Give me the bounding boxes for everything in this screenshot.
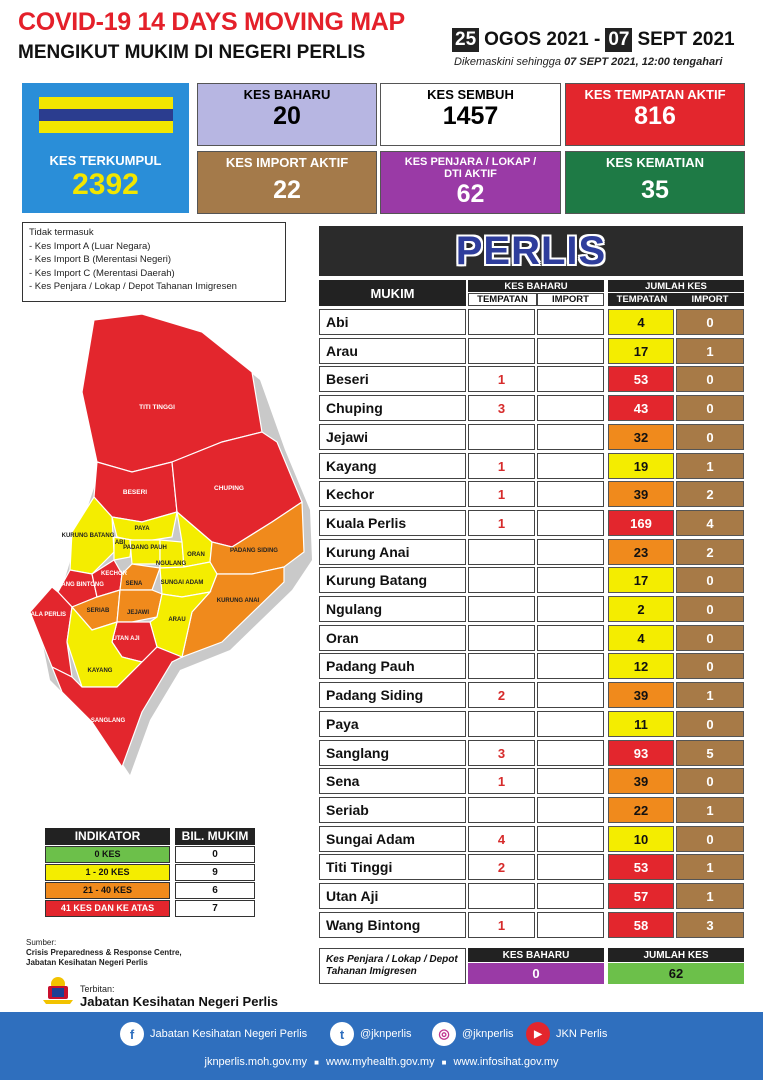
new-import-cases [537,309,604,335]
total-import-cases: 1 [676,682,744,708]
facebook-label: Jabatan Kesihatan Negeri Perlis [150,1028,308,1040]
separator-icon: ■ [441,1058,447,1067]
import-aktif-label: KES IMPORT AKTIF [225,155,349,170]
sembuh-label: KES SEMBUH [427,87,514,102]
legend-count: 7 [175,900,255,917]
total-local-cases: 19 [608,453,674,479]
total-import-cases: 0 [676,567,744,593]
total-local-cases: 32 [608,424,674,450]
total-import-cases: 4 [676,510,744,536]
total-local-cases: 10 [608,826,674,852]
footer-urls [0,1056,763,1068]
mukim-name: Sanglang [319,740,466,766]
total-import-cases: 0 [676,395,744,421]
total-local-cases: 93 [608,740,674,766]
map-region-kuala-perlis [30,587,72,677]
date-range [452,28,735,52]
new-import-cases [537,653,604,679]
baharu-label: KES BAHARU [243,87,331,102]
total-local-cases: 39 [608,481,674,507]
total-import-cases: 0 [676,711,744,737]
mukim-name: Sena [319,768,466,794]
total-local-cases: 11 [608,711,674,737]
mukim-name: Oran [319,625,466,651]
mukim-name: Jejawi [319,424,466,450]
mukim-name: Kurung Batang [319,567,466,593]
note-item: - Kes Penjara / Lokap / Depot Tahanan Imigresen [29,281,237,292]
map-label: KUALA PERLIS [22,612,67,618]
map-label: KURUNG ANAI [216,598,260,604]
publisher-name: Jabatan Kesihatan Negeri Perlis [80,994,278,1009]
mukim-name: Kuala Perlis [319,510,466,536]
publisher-block [80,984,278,1009]
new-local-cases [468,711,535,737]
import-aktif-value: 22 [273,176,301,204]
total-local-cases: 39 [608,768,674,794]
new-local-cases [468,338,535,364]
card-penjara-aktif [380,151,561,214]
total-local-cases: 53 [608,854,674,880]
twitter-link[interactable] [330,1022,412,1046]
total-local-cases: 23 [608,539,674,565]
new-import-cases [537,453,604,479]
card-tempatan-aktif [565,83,745,146]
mukim-name: Beseri [319,366,466,392]
mukim-name: Kayang [319,453,466,479]
total-import-cases: 0 [676,653,744,679]
map-label: SANGLANG [90,718,126,724]
prison-total-value: 62 [608,963,744,984]
map-label: SUNGAI ADAM [160,580,204,586]
note-item: - Kes Import C (Merentasi Daerah) [29,267,175,279]
total-local-cases: 39 [608,682,674,708]
mukim-name: Kurung Anai [319,539,466,565]
map-label: WANG BINTONG [56,582,104,588]
new-import-cases [537,539,604,565]
new-import-cases [537,854,604,880]
new-local-cases [468,539,535,565]
header-kes-baharu: KES BAHARU [468,280,604,292]
new-import-cases [537,596,604,622]
url-myhealth[interactable]: www.myhealth.gov.my [325,1056,435,1068]
state-flag [39,97,173,133]
total-local-cases: 57 [608,883,674,909]
total-import-cases: 0 [676,768,744,794]
header-jumlah-kes: JUMLAH KES [608,280,744,292]
new-local-cases: 2 [468,854,535,880]
map-label: JEJAWI [126,610,150,616]
instagram-label: @jknperlis [462,1028,514,1040]
map-label: TITI TINGGI [139,404,175,411]
card-terkumpul [22,83,189,213]
perlis-mukim-map [22,312,312,782]
prison-new-value: 0 [468,963,604,984]
new-import-cases [537,567,604,593]
source-line1: Crisis Preparedness & Response Centre, [26,948,182,957]
legend-label: 0 KES [45,846,170,863]
legend-header-bil: BIL. MUKIM [175,828,255,845]
page-subtitle: MENGIKUT MUKIM DI NEGERI PERLIS [18,42,366,63]
map-label: PAYA [134,526,150,532]
new-import-cases [537,883,604,909]
mukim-name: Padang Siding [319,682,466,708]
separator-icon: ■ [314,1058,319,1067]
mukim-name: Kechor [319,481,466,507]
source-line2: Jabatan Kesihatan Negeri Perlis [26,958,148,967]
mukim-name: Arau [319,338,466,364]
state-name: PERLIS [455,229,607,273]
updated-note [454,56,722,68]
new-import-cases [537,424,604,450]
page-title: COVID-19 14 DAYS MOVING MAP [18,8,405,36]
total-import-cases: 0 [676,625,744,651]
instagram-icon: ◎ [432,1022,456,1046]
map-label: ABI [114,540,126,546]
new-local-cases: 1 [468,366,535,392]
total-local-cases: 53 [608,366,674,392]
total-local-cases: 12 [608,653,674,679]
jata-negara-logo [40,974,76,1006]
total-local-cases: 4 [608,309,674,335]
date-to-day: 07 [605,28,632,52]
new-local-cases: 2 [468,682,535,708]
new-local-cases [468,625,535,651]
prison-new-header: KES BAHARU [468,948,604,962]
youtube-icon: ▶ [526,1022,550,1046]
new-import-cases [537,510,604,536]
total-local-cases: 22 [608,797,674,823]
state-banner [319,226,743,276]
legend-label: 1 - 20 KES [45,864,170,881]
map-label: ARAU [168,617,186,623]
penjara-aktif-label: KES PENJARA / LOKAP / DTI AKTIF [404,156,537,180]
legend-row [45,864,255,881]
new-import-cases [537,366,604,392]
terkumpul-label: KES TERKUMPUL [49,153,162,168]
total-local-cases: 4 [608,625,674,651]
new-local-cases: 3 [468,395,535,421]
map-label: SENA [125,581,143,587]
sembuh-value: 1457 [442,102,499,130]
header-total-tempatan: TEMPATAN [608,293,676,306]
legend-row [45,882,255,899]
new-local-cases: 1 [468,510,535,536]
total-import-cases: 1 [676,338,744,364]
header-total-import: IMPORT [676,293,744,306]
kematian-label: KES KEMATIAN [606,155,704,170]
mukim-name: Sungai Adam [319,826,466,852]
new-import-cases [537,625,604,651]
total-local-cases: 43 [608,395,674,421]
total-import-cases: 1 [676,883,744,909]
updated-prefix: Dikemaskini sehingga [454,56,561,68]
twitter-label: @jknperlis [360,1028,412,1040]
legend-label: 21 - 40 KES [45,882,170,899]
mukim-name: Padang Pauh [319,653,466,679]
legend-row [45,846,255,863]
tempatan-aktif-value: 816 [634,102,676,130]
map-label: PADANG SIDING [230,548,278,554]
card-import-aktif [197,151,377,214]
new-local-cases [468,797,535,823]
new-local-cases: 3 [468,740,535,766]
new-import-cases [537,797,604,823]
note-title: Tidak termasuk [29,227,94,238]
total-import-cases: 5 [676,740,744,766]
total-import-cases: 3 [676,912,744,938]
new-local-cases [468,653,535,679]
total-local-cases: 17 [608,338,674,364]
mukim-name: Wang Bintong [319,912,466,938]
map-label: BESERI [122,489,148,496]
baharu-value: 20 [273,102,301,130]
map-legend [45,828,255,917]
new-import-cases [537,826,604,852]
legend-count: 0 [175,846,255,863]
map-label: KECHOR [100,571,128,577]
new-import-cases [537,481,604,507]
facebook-link[interactable] [120,1022,307,1046]
total-local-cases: 58 [608,912,674,938]
total-import-cases: 0 [676,309,744,335]
new-local-cases: 1 [468,768,535,794]
total-import-cases: 0 [676,596,744,622]
card-sembuh [380,83,561,146]
header-new-import: IMPORT [537,293,604,306]
new-local-cases [468,567,535,593]
new-import-cases [537,711,604,737]
legend-count: 6 [175,882,255,899]
url-jknperlis[interactable]: jknperlis.moh.gov.my [204,1056,307,1068]
legend-row [45,900,255,917]
mukim-name: Ngulang [319,596,466,622]
total-import-cases: 0 [676,424,744,450]
map-label: SERIAB [86,608,110,614]
total-local-cases: 169 [608,510,674,536]
tempatan-aktif-label: KES TEMPATAN AKTIF [584,87,726,102]
map-label: UTAN AJI [112,636,140,642]
terkumpul-value: 2392 [72,168,139,201]
instagram-link[interactable] [432,1022,514,1046]
map-label: CHUPING [214,485,244,492]
date-from-day: 25 [452,28,479,52]
facebook-icon: f [120,1022,144,1046]
legend-count: 9 [175,864,255,881]
map-label: KURUNG BATANG [61,533,115,539]
twitter-icon: t [330,1022,354,1046]
mukim-name: Utan Aji [319,883,466,909]
total-import-cases: 2 [676,481,744,507]
new-local-cases [468,424,535,450]
header-mukim: MUKIM [319,280,466,306]
mukim-name: Abi [319,309,466,335]
prison-label: Kes Penjara / Lokap / Depot Tahanan Imigresen [319,948,466,984]
total-import-cases: 1 [676,453,744,479]
total-import-cases: 1 [676,797,744,823]
new-local-cases: 1 [468,453,535,479]
note-item: - Kes Import A (Luar Negara) [29,240,151,252]
new-import-cases [537,338,604,364]
new-local-cases [468,596,535,622]
updated-value: 07 SEPT 2021, 12:00 tengahari [564,56,723,68]
new-local-cases: 1 [468,912,535,938]
exclusion-note [22,222,286,302]
prison-total-header: JUMLAH KES [608,948,744,962]
map-label: NGULANG [155,561,187,567]
legend-label: 41 KES DAN KE ATAS [45,900,170,917]
new-import-cases [537,395,604,421]
new-import-cases [537,682,604,708]
mukim-name: Chuping [319,395,466,421]
total-import-cases: 0 [676,826,744,852]
publisher-label: Terbitan: [80,984,115,994]
mukim-name: Titi Tinggi [319,854,466,880]
new-import-cases [537,740,604,766]
note-item: - Kes Import B (Merentasi Negeri) [29,254,172,265]
mukim-name: Seriab [319,797,466,823]
total-import-cases: 0 [676,366,744,392]
youtube-label: JKN Perlis [556,1028,608,1040]
new-local-cases: 4 [468,826,535,852]
source-block [26,938,182,968]
new-import-cases [537,912,604,938]
card-kematian [565,151,745,214]
card-baharu [197,83,377,146]
total-import-cases: 1 [676,854,744,880]
new-local-cases: 1 [468,481,535,507]
new-import-cases [537,768,604,794]
date-to-rest: SEPT 2021 [637,29,735,50]
source-label: Sumber: [26,938,57,947]
url-infosihat[interactable]: www.infosihat.gov.my [453,1056,559,1068]
total-local-cases: 17 [608,567,674,593]
map-label: KAYANG [87,668,113,674]
header-new-tempatan: TEMPATAN [468,293,537,306]
map-region-jejawi [117,590,162,622]
youtube-link[interactable] [526,1022,607,1046]
total-import-cases: 2 [676,539,744,565]
kematian-value: 35 [641,176,669,204]
date-from-rest: OGOS 2021 - [484,29,601,50]
mukim-name: Paya [319,711,466,737]
map-label: PADANG PAUH [123,545,167,551]
map-label: ORAN [187,552,205,558]
total-local-cases: 2 [608,596,674,622]
new-local-cases [468,883,535,909]
legend-header-indikator: INDIKATOR [45,828,170,845]
penjara-aktif-value: 62 [456,180,485,208]
new-local-cases [468,309,535,335]
